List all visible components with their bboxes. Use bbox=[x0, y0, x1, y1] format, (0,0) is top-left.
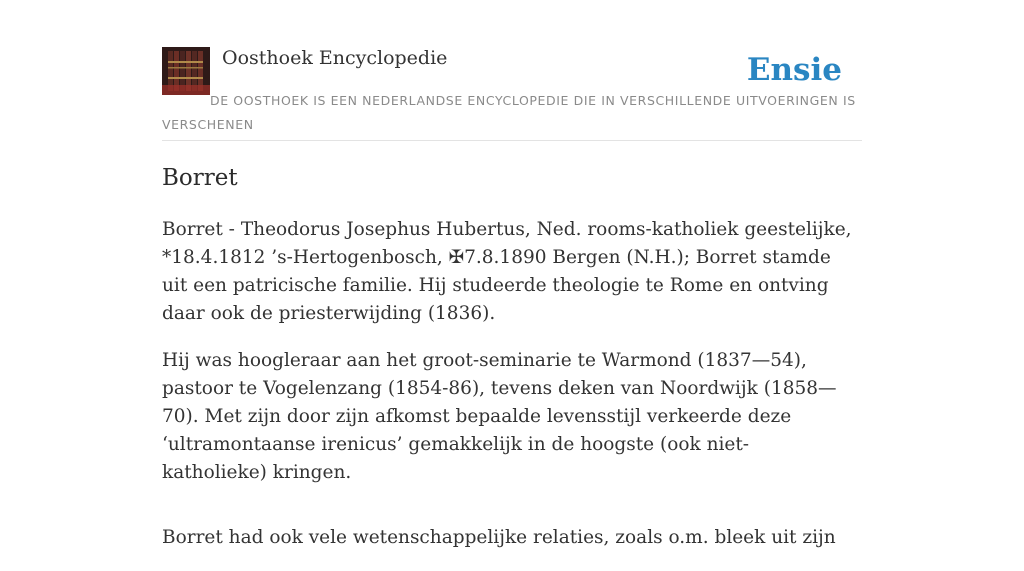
encyclopedia-books-icon bbox=[162, 47, 210, 95]
article-paragraph: Borret had ook vele wetenschappelijke relaties, zoals o.m. bleek uit zijn bbox=[162, 527, 836, 548]
site-name[interactable]: Oosthoek Encyclopedie bbox=[222, 47, 448, 69]
article-paragraph: Hij was hoogleraar aan het groot-seminarie te Warmond (1837—54), pastoor te Vogelenzang (1854-86), tevens deken van Noordwijk (1858— 70). Met zijn door zijn afkomst bepaalde levensstijl verkeerde deze ‘ultramontaanse irenicus’ gemakkelijk in de hoogste (ook niet-katholieke) kringen. bbox=[162, 350, 837, 483]
page-container bbox=[162, 0, 862, 548]
article-body bbox=[162, 216, 852, 571]
site-tagline: DE OOSTHOEK IS EEN NEDERLANDSE ENCYCLOPEDIE DIE IN VERSCHILLENDE UITVOERINGEN IS VERSCHENEN bbox=[162, 93, 856, 132]
brand-logo[interactable]: Ensie bbox=[746, 52, 842, 88]
site-logo-avatar[interactable] bbox=[162, 47, 210, 95]
site-header bbox=[162, 0, 862, 141]
article-paragraph: Borret - Theodorus Josephus Hubertus, Ned. rooms-katholiek geestelijke, *18.4.1812 ’s-Hertogenbosch, ✠7.8.1890 Bergen (N.H.); Borret stamde uit een patricische familie. Hij studeerde theologie te Rome en ontving daar ook de priesterwijding (1836). bbox=[162, 219, 852, 324]
article-title: Borret bbox=[162, 165, 238, 191]
